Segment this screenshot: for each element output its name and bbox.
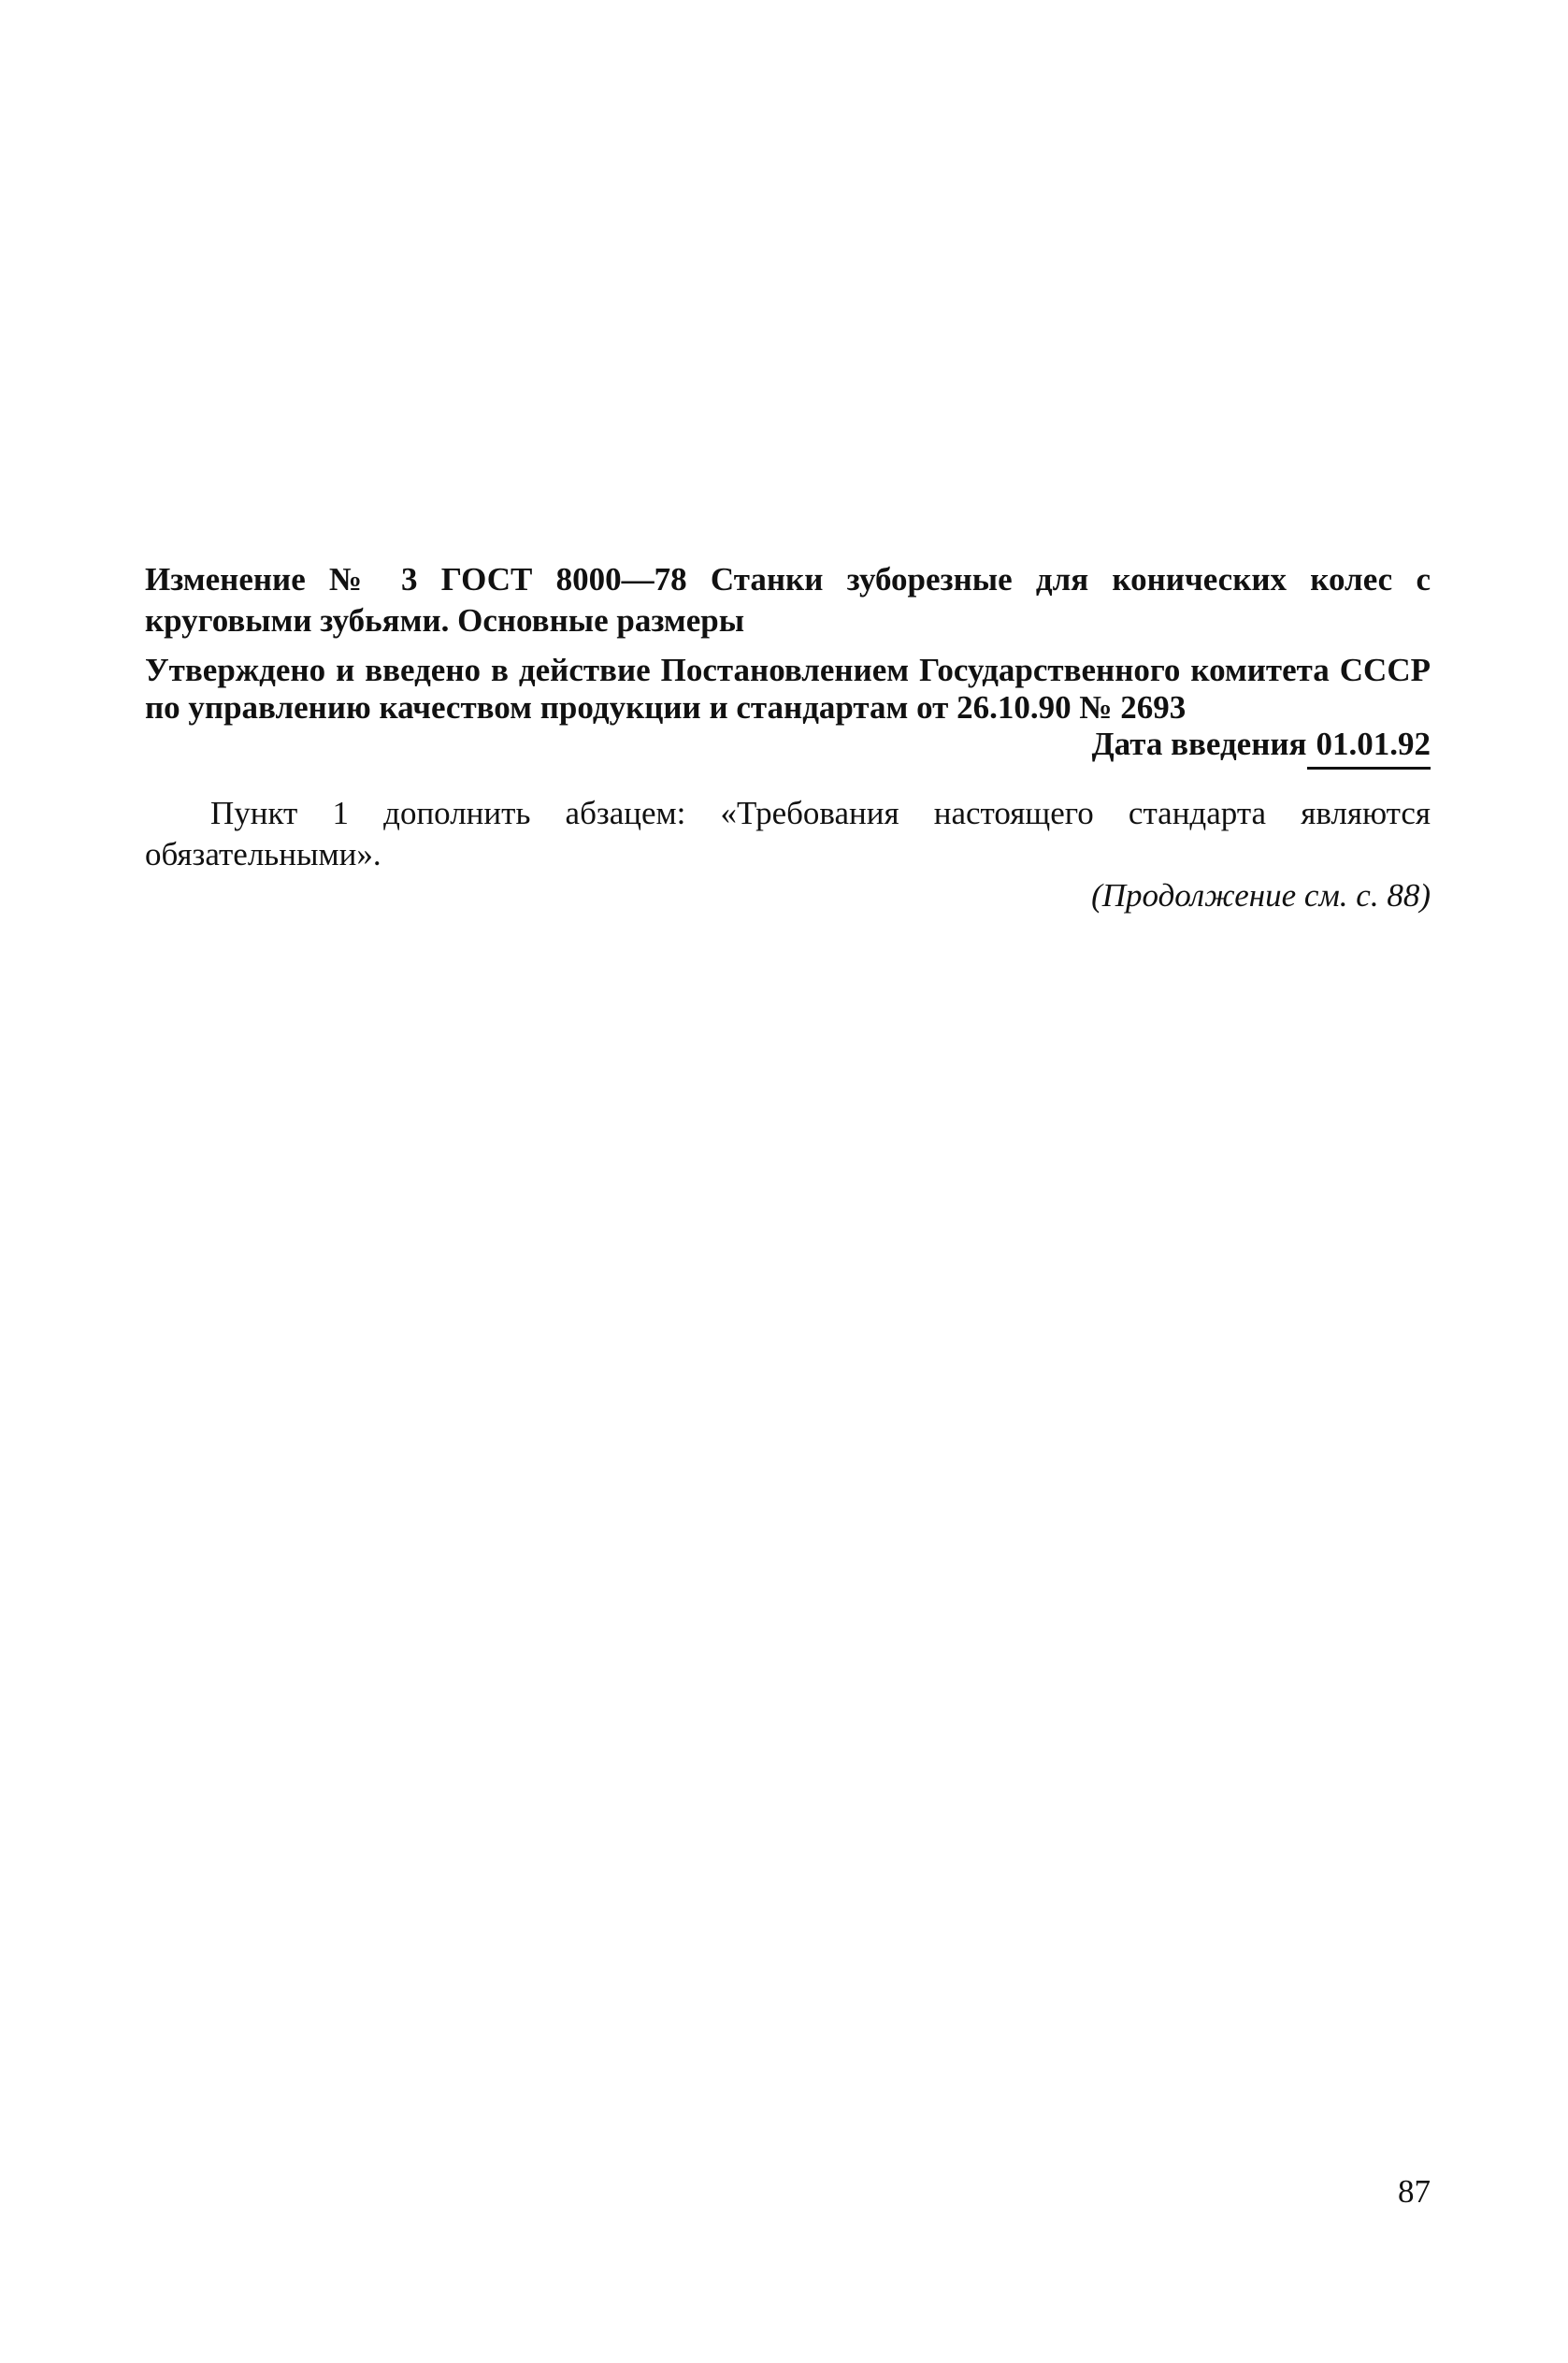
continuation-note: (Продолжение см. с. 88) bbox=[1091, 877, 1431, 914]
page-number: 87 bbox=[1398, 2173, 1431, 2210]
approval-statement: Утверждено и введено в действие Постановлением Государственного комитета СССР по управлению качеством продукции и стандартам от 26.10.90 № 2693 bbox=[145, 652, 1431, 726]
body-paragraph bbox=[145, 793, 1431, 875]
effective-date-value: 01.01.92 bbox=[1307, 728, 1431, 770]
body-paragraph-text: Пункт 1 дополнить абзацем: «Требования настоящего стандарта являются обязательными». bbox=[145, 795, 1431, 872]
amendment-title: Изменение № 3 ГОСТ 8000—78 Станки зуборезные для конических колес с круговыми зубьями. Основные размеры bbox=[145, 561, 1431, 639]
effective-date-line bbox=[145, 726, 1431, 770]
effective-date-label: Дата введения bbox=[1091, 726, 1307, 762]
